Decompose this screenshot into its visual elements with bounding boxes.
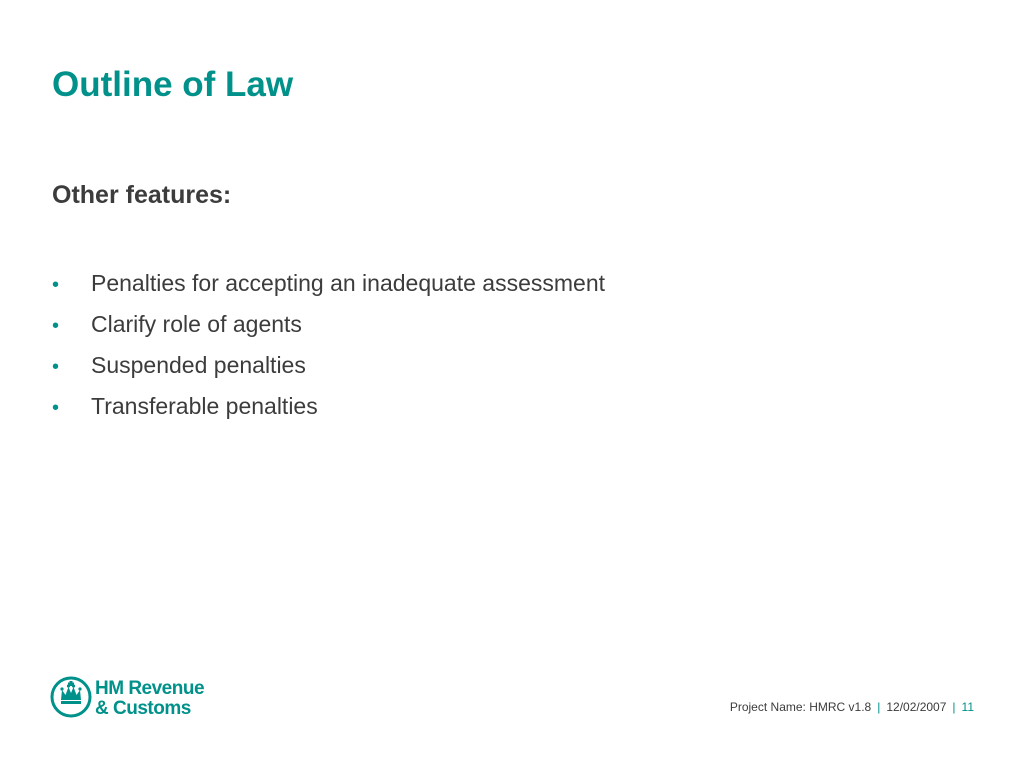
- footer-separator: |: [877, 700, 881, 714]
- logo-line1: HM Revenue: [95, 678, 205, 699]
- bullet-text: Clarify role of agents: [91, 311, 302, 337]
- list-item: [52, 311, 605, 352]
- bullet-icon: •: [52, 356, 60, 378]
- logo-line2: & Customs: [95, 698, 191, 719]
- footer-project: Project Name: HMRC v1.8: [729, 700, 872, 714]
- bullet-list: [52, 270, 605, 434]
- bullet-text: Transferable penalties: [91, 393, 318, 419]
- bullet-icon: •: [52, 274, 60, 296]
- list-item: [52, 393, 605, 434]
- footer-separator: |: [952, 700, 956, 714]
- page-number: 11: [961, 700, 974, 714]
- section-heading: Other features:: [52, 181, 232, 209]
- bullet-icon: •: [52, 397, 60, 419]
- list-item: [52, 352, 605, 393]
- footer: [730, 700, 974, 714]
- hmrc-logo: [50, 674, 220, 720]
- slide-title: Outline of Law: [52, 65, 294, 104]
- list-item: [52, 270, 605, 311]
- bullet-text: Suspended penalties: [91, 352, 306, 378]
- footer-date: 12/02/2007: [886, 700, 947, 714]
- bullet-icon: •: [52, 315, 60, 337]
- bullet-text: Penalties for accepting an inadequate assessment: [91, 270, 605, 296]
- crown-icon: [52, 678, 90, 716]
